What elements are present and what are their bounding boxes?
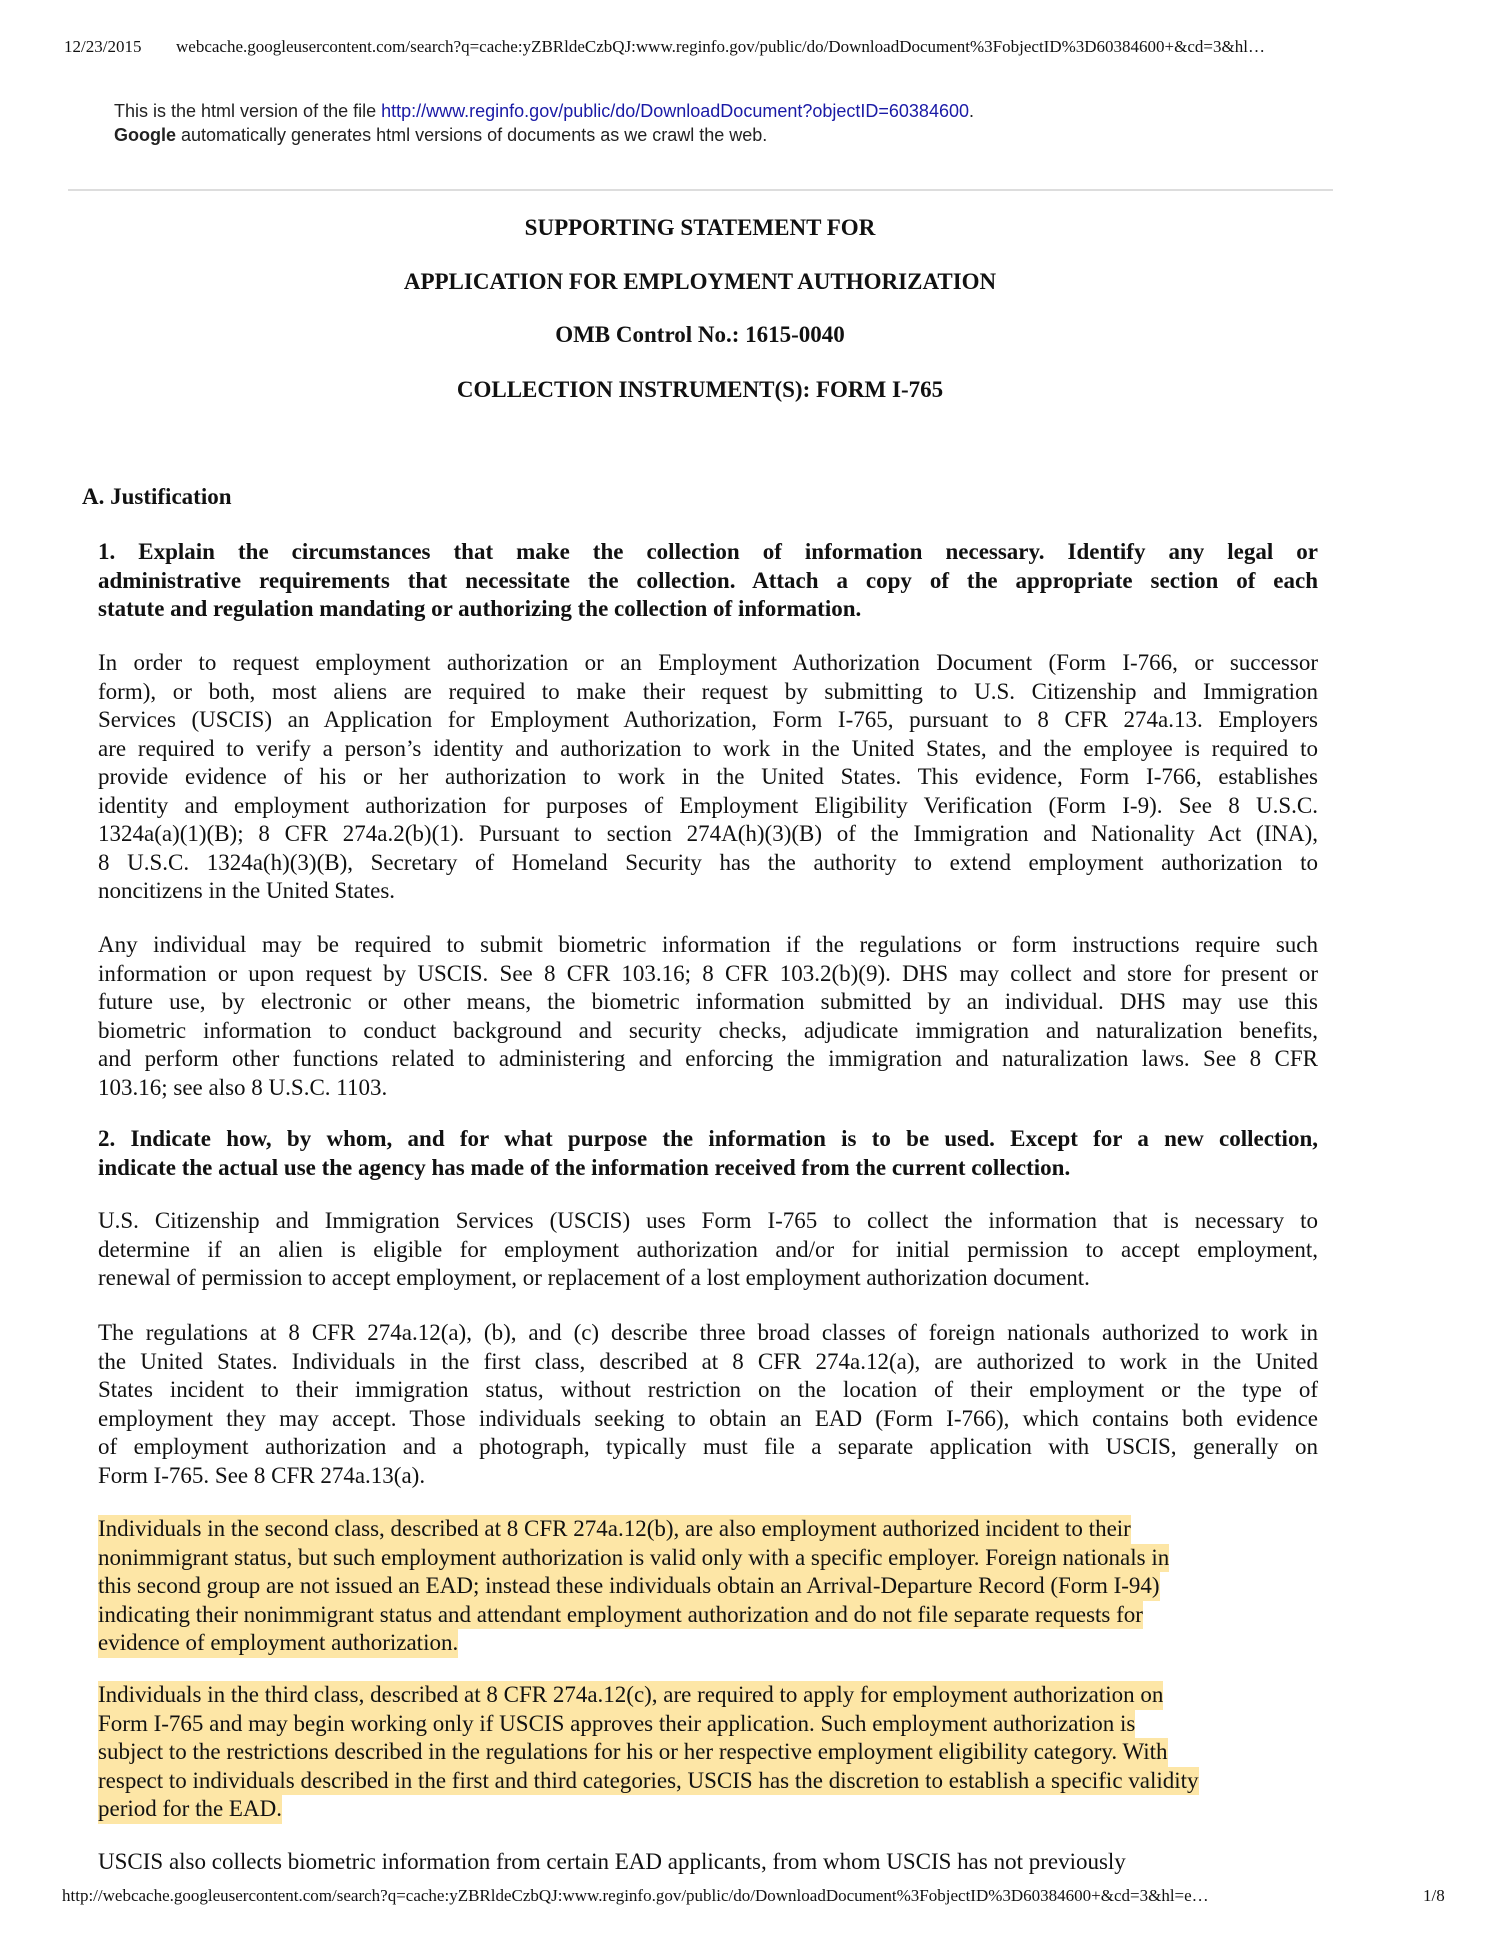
text-line — [98, 1710, 1318, 1739]
text-line — [98, 1405, 1318, 1434]
text-line — [98, 538, 1318, 567]
text-line-content: identity and employment authorization for purposes of Employment Eligibility Verification (Form I-9). See 8 U.S.C. — [98, 792, 1318, 818]
text-line-content: renewal of permission to accept employment, or replacement of a lost employment authorization document. — [98, 1265, 1090, 1290]
text-line — [98, 1738, 1318, 1767]
paragraph-3 — [98, 1207, 1318, 1293]
text-line — [98, 1045, 1318, 1074]
text-line-content: 8 U.S.C. 1324a(h)(3)(B), Secretary of Homeland Security has the authority to extend employment authorization to — [98, 849, 1318, 875]
notice-prefix: This is the html version of the file — [114, 101, 382, 121]
text-line — [98, 960, 1318, 989]
text-line — [98, 763, 1318, 792]
text-line-content: determine if an alien is eligible for employment authorization and/or for initial permission to accept employment, — [98, 1236, 1318, 1262]
page-number: 1/8 — [1423, 1886, 1445, 1905]
text-line — [98, 1125, 1318, 1154]
text-line-content: The regulations at 8 CFR 274a.12(a), (b), and (c) describe three broad classes of foreign nationals authorized to work in — [98, 1320, 1318, 1345]
section-heading: A. Justification — [82, 484, 232, 509]
text-line-content: form), or both, most aliens are required to make their request by submitting to U.S. Citizenship and Immigration — [98, 678, 1318, 704]
notice-suffix: . — [968, 101, 974, 121]
highlighted-paragraph-1 — [98, 1515, 1318, 1658]
highlighted-paragraph-2 — [98, 1681, 1318, 1824]
text-line-content: U.S. Citizenship and Immigration Services (USCIS) uses Form I-765 to collect the information that is necessary to — [98, 1208, 1318, 1233]
text-line-content: of employment authorization and a photograph, typically must file a separate application with USCIS, generally on — [98, 1434, 1318, 1459]
paragraph-1 — [98, 649, 1318, 906]
text-line — [98, 1264, 1318, 1293]
text-line — [98, 595, 1318, 624]
source-file-link[interactable]: http://www.reginfo.gov/public/do/DownloadDocument?objectID=60384600 — [381, 101, 969, 121]
text-line — [98, 988, 1318, 1017]
text-line-content: employment they may accept. Those individuals seeking to obtain an EAD (Form I-766), which contains both evidence — [98, 1405, 1318, 1431]
text-line-content: biometric information to conduct background and security checks, adjudicate immigration and naturalization benefits, — [98, 1017, 1318, 1043]
text-line — [98, 1572, 1318, 1601]
text-line — [98, 1319, 1318, 1348]
text-line — [98, 1207, 1318, 1236]
text-line — [98, 1348, 1318, 1377]
text-line — [98, 931, 1318, 960]
print-footer-url: http://webcache.googleusercontent.com/search?q=cache:yZBRldeCzbQJ:www.reginfo.gov/public/do/DownloadDocument%3FobjectID%3D60384600+&cd=3&hl=e… — [62, 1886, 1209, 1905]
text-line-content: information or upon request by USCIS. See 8 CFR 103.16; 8 CFR 103.2(b)(9). DHS may collect and store for present or — [98, 960, 1318, 986]
paragraph-2 — [98, 931, 1318, 1102]
text-line — [98, 849, 1318, 878]
text-line — [98, 1795, 1318, 1824]
divider — [68, 189, 1333, 191]
text-line-content: statute and regulation mandating or authorizing the collection of information. — [98, 596, 862, 621]
text-line-content: Form I-765 and may begin working only if USCIS approves their application. Such employment authorization is — [98, 1710, 1135, 1739]
text-line — [98, 1236, 1318, 1265]
paragraph-5 — [98, 1848, 1318, 1877]
text-line-content: provide evidence of his or her authorization to work in the United States. This evidence, Form I-766, establishes — [98, 764, 1318, 789]
text-line-content: future use, by electronic or other means, the biometric information submitted by an individual. DHS may use this — [98, 989, 1318, 1014]
text-line — [98, 1376, 1318, 1405]
text-line-content: subject to the restrictions described in the regulations for his or her respective employment eligibility category. With — [98, 1738, 1168, 1767]
print-date: 12/23/2015 — [64, 37, 142, 56]
title-line-4: COLLECTION INSTRUMENT(S): FORM I-765 — [456, 377, 944, 402]
text-line — [98, 792, 1318, 821]
text-line — [98, 1074, 1318, 1103]
title-line-3: OMB Control No.: 1615-0040 — [555, 322, 845, 347]
text-line — [98, 1767, 1318, 1796]
text-line — [98, 1601, 1318, 1630]
print-header-url: webcache.googleusercontent.com/search?q=cache:yZBRldeCzbQJ:www.reginfo.gov/public/do/DownloadDocument%3FobjectID%3D60384600+&cd=3&hl… — [176, 37, 1265, 56]
text-line — [98, 1433, 1318, 1462]
text-line — [98, 1544, 1318, 1573]
text-line-content: indicate the actual use the agency has made of the information received from the current collection. — [98, 1154, 1071, 1180]
question-1 — [98, 538, 1318, 624]
text-line — [98, 820, 1318, 849]
text-line-content: Form I-765. See 8 CFR 274a.13(a). — [98, 1462, 426, 1488]
text-line — [98, 877, 1318, 906]
text-line-content: 1324a(a)(1)(B); 8 CFR 274a.2(b)(1). Pursuant to section 274A(h)(3)(B) of the Immigration and Nationality Act (INA), — [98, 821, 1318, 846]
text-line-content: indicating their nonimmigrant status and attendant employment authorization and do not file separate requests for — [98, 1601, 1143, 1630]
text-line-content: Any individual may be required to submit biometric information if the regulations or form instructions require such — [98, 932, 1318, 957]
text-line-content: 2. Indicate how, by whom, and for what purpose the information is to be used. Except for a new collection, — [98, 1126, 1318, 1151]
text-line-content: 103.16; see also 8 U.S.C. 1103. — [98, 1074, 388, 1100]
text-line-content: USCIS also collects biometric information from certain EAD applicants, from whom USCIS has not previously — [98, 1849, 1126, 1874]
text-line — [98, 1515, 1318, 1544]
text-line — [98, 567, 1318, 596]
text-line — [98, 1848, 1318, 1877]
text-line-content: administrative requirements that necessitate the collection. Attach a copy of the appropriate section of each — [98, 567, 1318, 593]
text-line-content: Individuals in the third class, described at 8 CFR 274a.12(c), are required to apply for employment authorization on — [98, 1681, 1163, 1710]
question-2 — [98, 1125, 1318, 1182]
text-line-content: period for the EAD. — [98, 1795, 282, 1824]
text-line — [98, 1154, 1318, 1183]
paragraph-4 — [98, 1319, 1318, 1490]
text-line-content: are required to verify a person’s identity and authorization to work in the United States, and the employee is required to — [98, 735, 1318, 761]
text-line — [98, 706, 1318, 735]
text-line — [98, 649, 1318, 678]
text-line-content: nonimmigrant status, but such employment authorization is valid only with a specific employer. Foreign nationals in — [98, 1544, 1169, 1573]
notice-line2: automatically generates html versions of documents as we crawl the web. — [176, 125, 768, 145]
text-line — [98, 1629, 1318, 1658]
cache-notice — [114, 99, 974, 147]
text-line — [98, 1462, 1318, 1491]
text-line-content: Individuals in the second class, described at 8 CFR 274a.12(b), are also employment authorized incident to their — [98, 1515, 1131, 1544]
text-line — [98, 678, 1318, 707]
text-line-content: and perform other functions related to administering and enforcing the immigration and naturalization laws. See 8 CFR — [98, 1046, 1318, 1071]
text-line-content: Services (USCIS) an Application for Employment Authorization, Form I-765, pursuant to 8 CFR 274a.13. Employers — [98, 707, 1318, 732]
text-line-content: States incident to their immigration status, without restriction on the location of their employment or the type of — [98, 1377, 1318, 1402]
text-line-content: evidence of employment authorization. — [98, 1629, 458, 1658]
text-line-content: 1. Explain the circumstances that make the collection of information necessary. Identify any legal or — [98, 539, 1318, 564]
text-line — [98, 1017, 1318, 1046]
text-line-content: the United States. Individuals in the first class, described at 8 CFR 274a.12(a), are authorized to work in the United — [98, 1348, 1318, 1374]
text-line-content: noncitizens in the United States. — [98, 878, 396, 903]
google-brand: Google — [114, 125, 176, 145]
text-line-content: respect to individuals described in the first and third categories, USCIS has the discretion to establish a specific validity — [98, 1767, 1199, 1796]
text-line-content: this second group are not issued an EAD; instead these individuals obtain an Arrival-Departure Record (Form I-94) — [98, 1572, 1160, 1601]
title-line-1: SUPPORTING STATEMENT FOR — [524, 215, 876, 240]
text-line — [98, 735, 1318, 764]
title-line-2: APPLICATION FOR EMPLOYMENT AUTHORIZATION — [403, 269, 997, 294]
text-line — [98, 1681, 1318, 1710]
text-line-content: In order to request employment authorization or an Employment Authorization Document (Form I-766, or successor — [98, 650, 1318, 675]
